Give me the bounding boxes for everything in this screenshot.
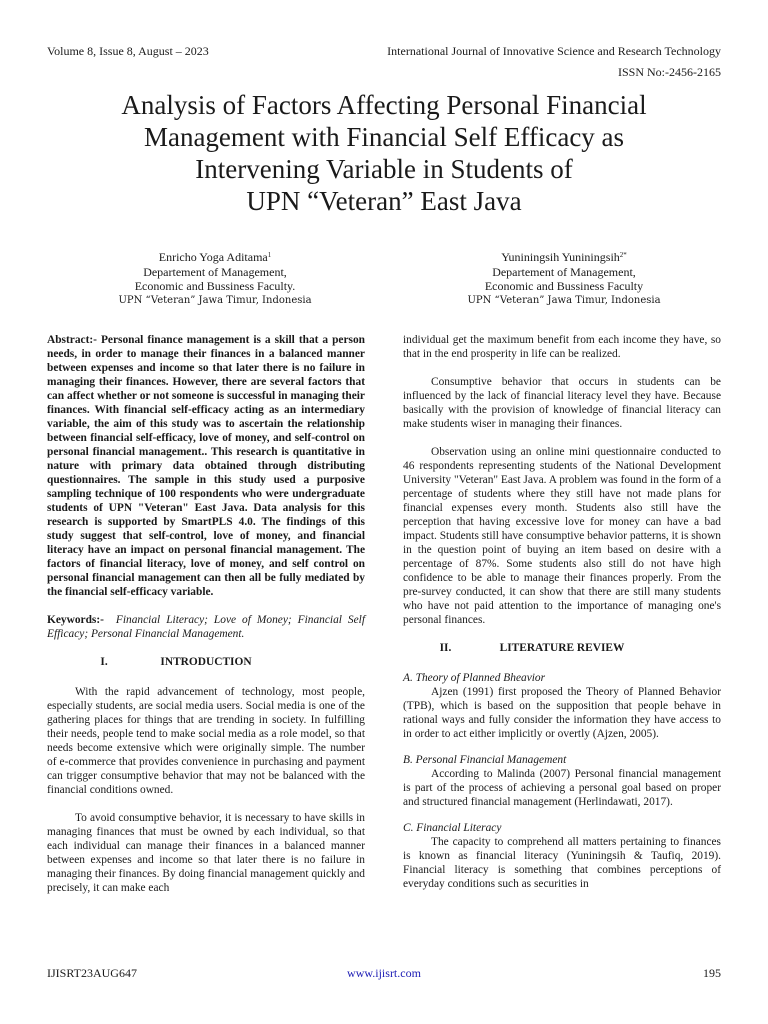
paper-code: IJISRT23AUG647 [47, 966, 137, 980]
title-line: Intervening Variable in Students of [195, 154, 573, 184]
paragraph: Observation using an online mini questionnaire conducted to 46 respondents representing students of the National Development University "Veteran" East Java. A problem was found in the form of a percentage of students where they still have not made plans for financial expenses every month. Students also still have the perception that having excessive love for money can have a bad impact. Students still have consumptive behavior patterns, it is shown in the question point of buying an item based on desire with a percentage of 87%. Some students also still do not have high confidence to be able to manage their finances properly. From the pre-survey conducted, it can show that there are still many students who have not paid attention to the importance of managing one's personal finances. [403, 446, 721, 626]
journal-url-link[interactable]: www.ijisrt.com [347, 966, 421, 980]
section-number: II. [439, 642, 452, 654]
author-university: UPN “Veteran” Jawa Timur, Indonesia [467, 294, 661, 306]
section-number: I. [100, 656, 108, 668]
paragraph: With the rapid advancement of technology, most people, especially students, are social media users. Social media is one of the gathering places for things that are trending in society. In fulfilling their needs, people tend to make social media as a role model, so that needs become extensive which were originally simple. The number of e-commerce that provides convenience in purchasing and payment can trigger consumptive behavior that may not be balanced with the financial conditions owned. [47, 686, 365, 796]
title-line: Analysis of Factors Affecting Personal Financial [121, 90, 647, 120]
author-mark: 1 [267, 251, 272, 259]
paragraph: The capacity to comprehend all matters pertaining to finances is known as financial literacy (Yuniningsih & Taufiq, 2019). Financial literacy is something that combines perceptions of everyday conditions such as securities in [403, 836, 721, 890]
issn-number: ISSN No:-2456-2165 [617, 65, 721, 79]
paragraph: To avoid consumptive behavior, it is necessary to have skills in managing finances that must be owned by each individual, so that each individual can manage their finances in a balanced manner between expenses and income so that later there is no failure in managing their finances. By doing financial management quickly and precisely, it can make each [47, 812, 365, 894]
author-dept: Departement of Management, [143, 264, 287, 279]
author-block-1 [65, 250, 365, 308]
author-name: Enricho Yoga Aditama$^1$ [158, 250, 272, 264]
paragraph: individual get the maximum benefit from each income they have, so that in the end prosperity in life can be realized. [403, 334, 721, 360]
paragraph: Ajzen (1991) first proposed the Theory of Planned Behavior (TPB), which is based on the supposition that people behave in rational ways and fully consider the information they have access to in order to act either implicitly or overtly (Ajzen, 2005). [403, 686, 721, 740]
volume-issue: Volume 8, Issue 8, August – 2023 [47, 44, 209, 58]
paper-title [40, 89, 728, 217]
journal-name: International Journal of Innovative Science and Research Technology [387, 44, 721, 58]
section-title: LITERATURE REVIEW [499, 642, 625, 654]
subsection-heading: C. Financial Literacy [403, 822, 502, 834]
author-faculty: Economic and Bussiness Faculty [484, 279, 644, 293]
author-university: UPN “Veteran” Jawa Timur, Indonesia [118, 294, 312, 306]
keywords: Keywords:- Financial Literacy; Love of Money; Financial Self Efficacy; Personal Financial Management. [47, 614, 365, 640]
subsection-heading: B. Personal Financial Management [403, 754, 567, 766]
author-mark: 2* [619, 251, 627, 259]
left-column [47, 333, 365, 909]
section-heading-literature-review [403, 641, 721, 655]
section-title: INTRODUCTION [160, 656, 252, 668]
author-dept: Departement of Management, [492, 264, 636, 279]
author-faculty: Economic and Bussiness Faculty. [134, 279, 296, 293]
title-line: Management with Financial Self Efficacy as [143, 122, 625, 152]
paragraph: According to Malinda (2007) Personal financial management is part of the process of achieving a personal goal based on proper and structured financial management (Herlindawati, 2017). [403, 768, 721, 808]
page-number: 195 [703, 966, 721, 980]
author-block-2 [414, 250, 714, 308]
right-column [403, 333, 721, 903]
keywords-label: Keywords:- [47, 614, 104, 626]
section-heading-introduction [47, 655, 365, 669]
subsection-heading: A. Theory of Planned Bheavior [403, 672, 546, 684]
title-line: UPN “Veteran” East Java [246, 186, 522, 216]
author-name: Yuniningsih Yuniningsih$^{2*}$ [501, 250, 627, 264]
abstract: Abstract:- Personal finance management is a skill that a person needs, in order to manage their finances in a balanced manner between expenses and income so that later there is no failure in managing their finances. However, there are several factors that can affect whether or not someone is successful in managing their finances. With financial self-efficacy acting as an intermediary variable, the aim of this study was to ascertain the relationship between financial self-efficacy, love of money, and self-control on personal financial management.. This research is quantitative in nature with primary data obtained through distributing questionnaires. The sample in this study used a purposive sampling technique of 100 respondents who were undergraduate students of UPN "Veteran" East Java. Data analysis for this research is supported by SmartPLS 4.0. The findings of this study suggest that self-control, love of money, and financial literacy have an impact on personal financial management. The factors of financial literacy, love of money, and self control on personal financial management can then all be fully mediated by the financial self-efficacy variable. [47, 334, 365, 598]
paragraph: Consumptive behavior that occurs in students can be influenced by the lack of financial literacy level they have. Because basically with the provision of knowledge of financial literacy can make students wiser in managing their finances. [403, 376, 721, 430]
